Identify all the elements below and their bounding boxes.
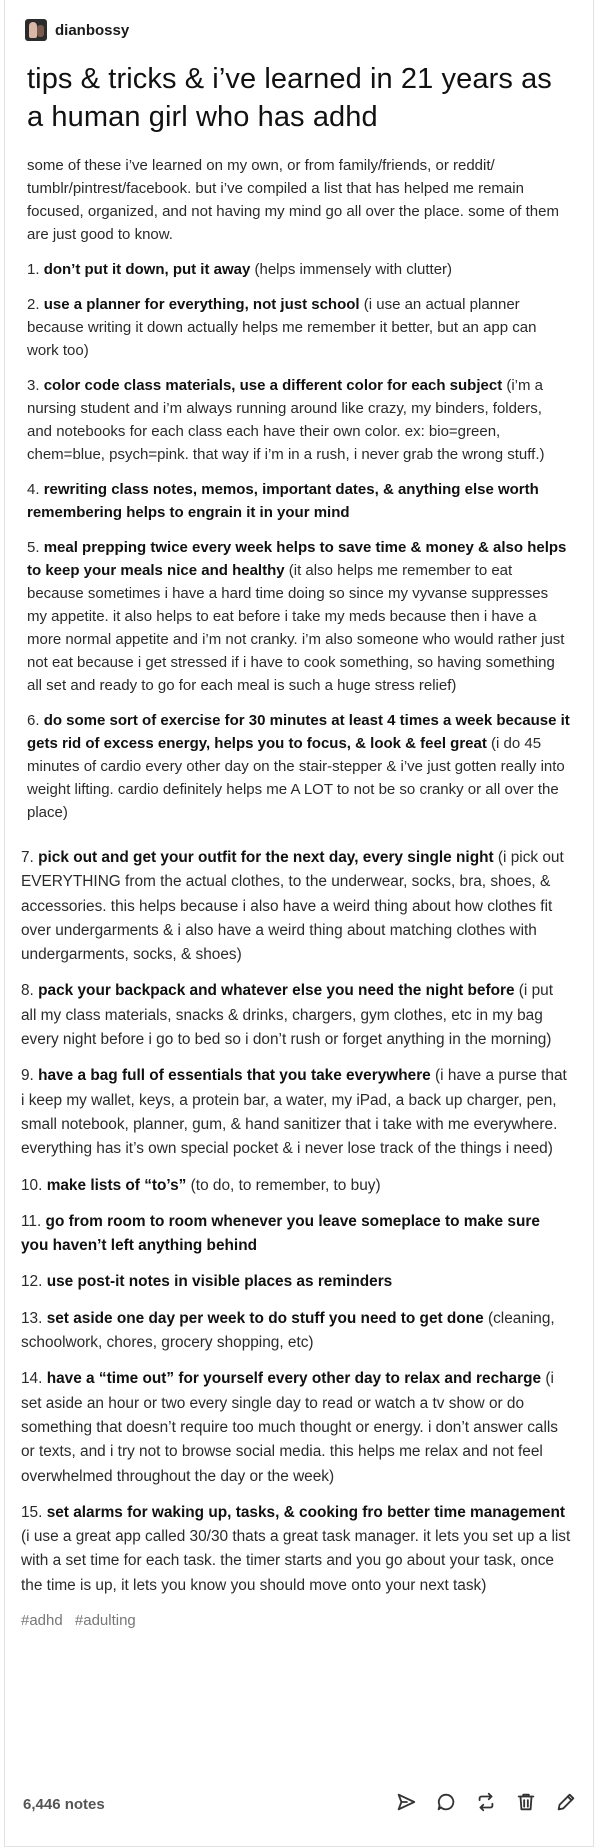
tips-list-part-2 — [21, 846, 571, 1629]
tip-item: 9. have a bag full of essentials that you take everywhere (i have a purse that i keep my wallet, keys, a protein bar, a water, my iPad, a back up charger, pen, small notebook, planner, gum, & hand sanitizer that i take with me everywhere. everything has it’s own special pocket & i never lose track of the things i need) — [21, 1067, 567, 1158]
tip-item: 7. pick out and get your outfit for the next day, every single night (i pick out EVERYTHING from the actual clothes, to the underwear, socks, bra, shoes, & accessories. this helps because i also have a weird thing about how clothes fit over undergarments & i also have a weird thing about matching clothes with undergarments, socks, & shoes) — [21, 849, 564, 964]
tip-item: 8. pack your backpack and whatever else you need the night before (i put all my class materials, snacks & drinks, chargers, gym clothes, etc in my bag every night before i go to bed so i don’t rush or forget anything in the morning) — [21, 982, 554, 1049]
tip-item: 3. color code class materials, use a different color for each subject (i’m a nursing student and i’m always running around like crazy, my binders, folders, and notebooks for each class each have their own color. ex: bio=green, chem=blue, psych=pink. that way if i’m in a rush, i never grab the wrong stuff.) — [27, 377, 545, 463]
share-icon[interactable] — [395, 1791, 417, 1818]
tip-item: 12. use post-it notes in visible places as reminders — [21, 1273, 393, 1291]
tag-link[interactable]: #adulting — [74, 1612, 136, 1630]
tips-list-part-1 — [27, 258, 571, 824]
delete-icon[interactable] — [515, 1791, 537, 1818]
reply-icon[interactable] — [435, 1791, 457, 1818]
tip-item: 11. go from room to room whenever you leave someplace to make sure you haven’t left anything behind — [21, 1212, 540, 1255]
username[interactable]: dianbossy — [55, 21, 130, 39]
tip-item: 2. use a planner for everything, not just school (i use an actual planner because writing it down actually helps me remember it better, but an app can work too) — [27, 296, 537, 359]
tip-item: 14. have a “time out” for yourself every other day to relax and recharge (i set aside an hour or two every single day to read or watch a tv show or do something that doesn’t require too much thought or energy. i don’t answer calls or texts, and i try not to browse social media. this helps me relax and not feel overwhelmed throughout the day or the week) — [21, 1370, 558, 1485]
intro-paragraph: some of these i’ve learned on my own, or from family/friends, or reddit/ tumblr/pintrest/facebook. but i’ve compiled a list that has helped me remain focused, organized, and not having my mind go all over the place. some of them are just good to know. — [27, 157, 559, 243]
tags — [21, 1612, 571, 1629]
tag-link[interactable]: #adhd — [21, 1612, 63, 1630]
tip-item: 5. meal prepping twice every week helps to save time & money & also helps to keep your meals nice and healthy (it also helps me remember to eat because sometimes i have a hard time doing so since my vyvanse suppresses my appetite. it also helps to eat before i take my meds because then i have a more normal appetite and i’m not cranky. i’m also someone who would rather just not eat because i get stressed if i have to cook something, so having something all set and ready to go for each meal is such a huge stress relief) — [27, 539, 567, 694]
avatar[interactable] — [25, 19, 47, 41]
reblog-icon[interactable] — [475, 1791, 497, 1818]
tip-item: 15. set alarms for waking up, tasks, & cooking fro better time management (i use a great app called 30/30 thats a great task manager. it lets you set up a list with a set time for each task. the timer starts and you go about your task, once the time is up, it lets you know you should move onto your next task) — [21, 1503, 571, 1594]
tip-item: 6. do some sort of exercise for 30 minutes at least 4 times a week because it gets rid of excess energy, helps you to focus, & look & feel great (i do 45 minutes of cardio every other day on the stair-stepper & i’ve just gotten really into weight lifting. cardio definitely helps me A LOT to not be so cranky or all over the place) — [27, 712, 570, 821]
tip-item: 10. make lists of “to’s” (to do, to remember, to buy) — [21, 1176, 381, 1194]
post-title: tips & tricks & i’ve learned in 21 years as a human girl who has adhd — [27, 63, 552, 133]
tip-item: 13. set aside one day per week to do stuff you need to get done (cleaning, schoolwork, chores, grocery shopping, etc) — [21, 1309, 555, 1352]
tip-item: 4. rewriting class notes, memos, important dates, & anything else worth remembering helps to engrain it in your mind — [27, 481, 539, 521]
tumblr-post — [4, 0, 594, 1847]
edit-icon[interactable] — [555, 1791, 577, 1818]
notes-count[interactable]: 6,446 notes — [23, 1795, 105, 1813]
post-footer — [23, 1788, 577, 1820]
post-header — [5, 0, 593, 42]
post-body — [5, 154, 593, 1629]
tip-item: 1. don’t put it down, put it away (helps immensely with clutter) — [27, 261, 453, 278]
post-actions — [395, 1791, 577, 1818]
